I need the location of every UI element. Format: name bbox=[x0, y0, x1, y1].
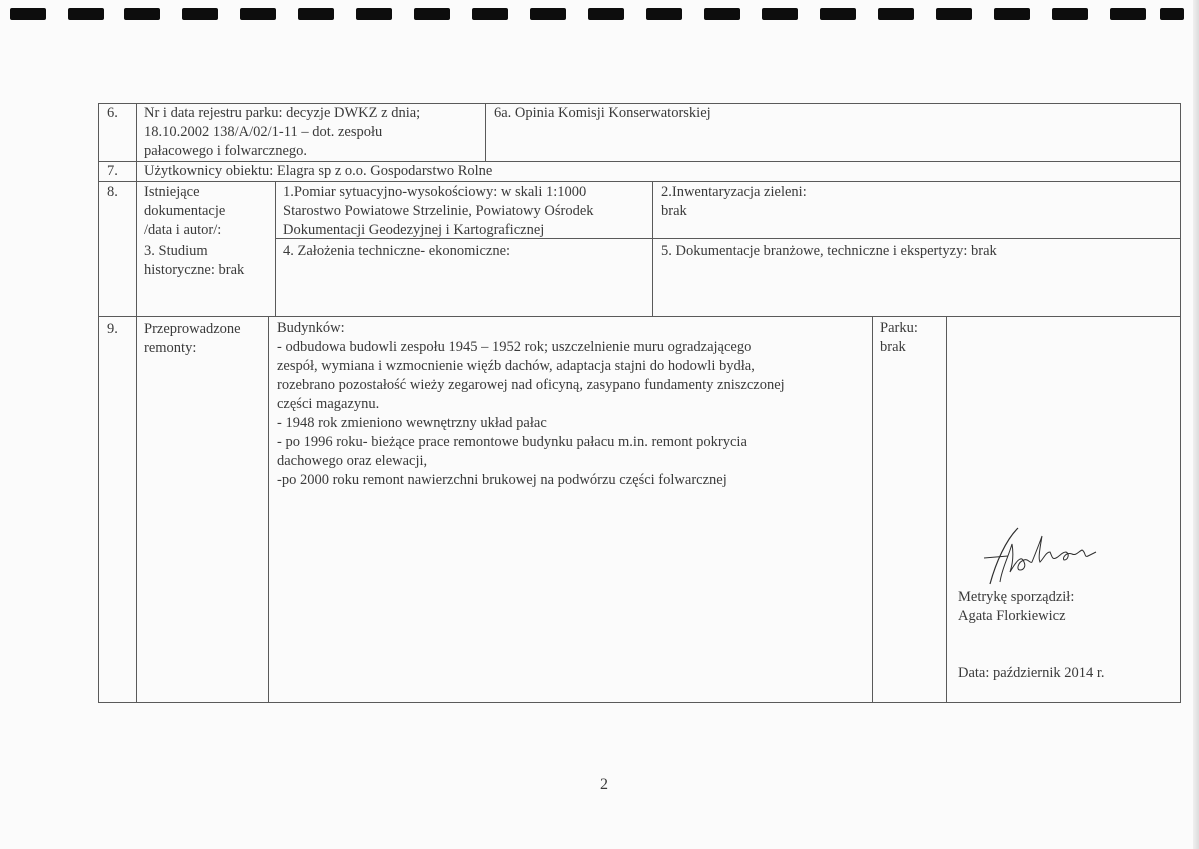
register-line-2: 18.10.2002 138/A/02/1-11 – dot. zespołu bbox=[144, 124, 383, 140]
page-edge bbox=[1193, 0, 1199, 849]
document-date: Data: październik 2014 r. bbox=[958, 665, 1105, 681]
greenery-line-1: 2.Inwentaryzacja zieleni: bbox=[661, 184, 807, 200]
buildings-line-8: dachowego oraz elewacji, bbox=[277, 453, 428, 469]
row-9-number: 9. bbox=[107, 321, 118, 337]
prepared-by-name: Agata Florkiewicz bbox=[958, 608, 1066, 624]
binding-holes bbox=[0, 0, 1199, 32]
study-line-2: historyczne: brak bbox=[144, 262, 245, 278]
survey-line-3: Dokumentacji Geodezyjnej i Kartograficznej bbox=[283, 222, 545, 238]
renovations-label-2: remonty: bbox=[144, 340, 197, 356]
row-8-number: 8. bbox=[107, 184, 118, 200]
row-6-number: 6. bbox=[107, 105, 118, 121]
register-line-1: Nr i data rejestru parku: decyzje DWKZ z dnia; bbox=[144, 105, 421, 121]
buildings-line-7: - po 1996 roku- bieżące prace remontowe budynku pałacu m.in. remont pokrycia bbox=[277, 434, 747, 450]
buildings-line-3: zespół, wymiana i wzmocnienie więźb dachów, adaptacja stajni do hodowli bydła, bbox=[277, 358, 755, 374]
docs-label-2: dokumentacje bbox=[144, 203, 226, 219]
park-line-1: Parku: bbox=[880, 320, 918, 336]
renovations-label-1: Przeprowadzone bbox=[144, 321, 241, 337]
buildings-line-4: rozebrano pozostałość wieży zegarowej nad oficyną, zasypano fundamenty zniszczonej bbox=[277, 377, 785, 393]
object-users: Użytkownicy obiektu: Elagra sp z o.o. Gospodarstwo Rolne bbox=[144, 163, 493, 179]
docs-label-3: /data i autor/: bbox=[144, 222, 222, 238]
row-7-number: 7. bbox=[107, 163, 118, 179]
study-line-1: 3. Studium bbox=[144, 243, 208, 259]
docs-label-1: Istniejące bbox=[144, 184, 200, 200]
industry-documentation: 5. Dokumentacje branżowe, techniczne i ekspertyzy: brak bbox=[661, 243, 997, 259]
buildings-line-9: -po 2000 roku remont nawierzchni brukowej na podwórzu części folwarcznej bbox=[277, 472, 727, 488]
page-number: 2 bbox=[600, 776, 608, 793]
register-line-3: pałacowego i folwarcznego. bbox=[144, 143, 308, 159]
signature-image bbox=[978, 522, 1108, 592]
buildings-line-5: części magazynu. bbox=[277, 396, 380, 412]
greenery-line-2: brak bbox=[661, 203, 687, 219]
technical-assumptions: 4. Założenia techniczne- ekonomiczne: bbox=[283, 243, 511, 259]
prepared-by-label: Metrykę sporządził: bbox=[958, 589, 1075, 605]
park-line-2: brak bbox=[880, 339, 906, 355]
buildings-line-1: Budynków: bbox=[277, 320, 345, 336]
survey-line-1: 1.Pomiar sytuacyjno-wysokościowy: w skali 1:1000 bbox=[283, 184, 587, 200]
survey-line-2: Starostwo Powiatowe Strzelinie, Powiatowy Ośrodek bbox=[283, 203, 594, 219]
buildings-line-2: - odbudowa budowli zespołu 1945 – 1952 rok; uszczelnienie muru ogradzającego bbox=[277, 339, 752, 355]
conservation-opinion: 6a. Opinia Komisji Konserwatorskiej bbox=[494, 105, 711, 121]
buildings-line-6: - 1948 rok zmieniono wewnętrzny układ pałac bbox=[277, 415, 547, 431]
